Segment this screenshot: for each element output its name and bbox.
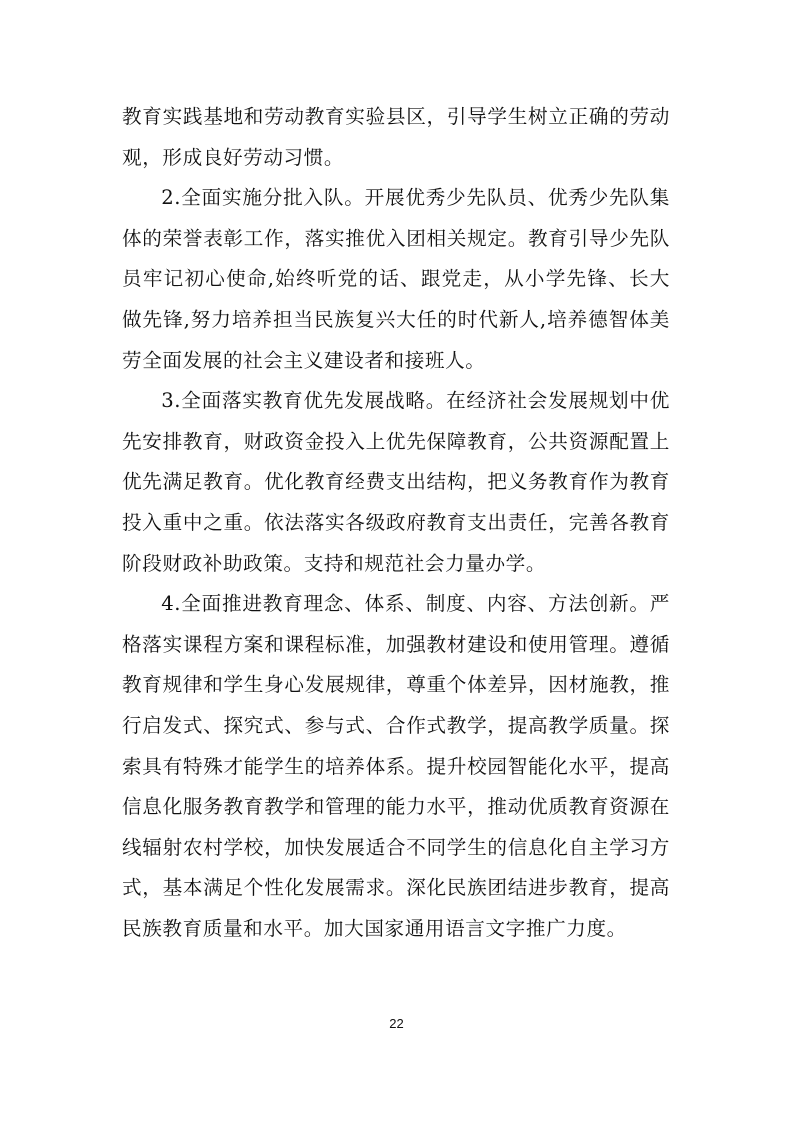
page-number: 22 <box>389 1016 404 1031</box>
body-text <box>122 97 670 949</box>
paragraph-continuation: 教育实践基地和劳动教育实验县区，引导学生树立正确的劳动观，形成良好劳动习惯。 <box>122 105 670 169</box>
paragraph-item-3: 3.全面落实教育优先发展战略。在经济社会发展规划中优先安排教育，财政资金投入上优先保障教育，公共资源配置上优先满足教育。优化教育经费支出结构，把义务教育作为教育投入重中之重。依法落实各级政府教育支出责任，完善各教育阶段财政补助政策。支持和规范社会力量办学。 <box>122 389 670 575</box>
paragraph-item-2: 2.全面实施分批入队。开展优秀少先队员、优秀少先队集体的荣誉表彰工作，落实推优入团相关规定。教育引导少先队员牢记初心使命,始终听党的话、跟党走，从小学先锋、长大做先锋,努力培养担当民族复兴大任的时代新人,培养德智体美劳全面发展的社会主义建设者和接班人。 <box>122 186 670 372</box>
paragraph-item-4: 4.全面推进教育理念、体系、制度、内容、方法创新。严格落实课程方案和课程标准，加强教材建设和使用管理。遵循教育规律和学生身心发展规律，尊重个体差异，因材施教，推行启发式、探究式、参与式、合作式教学，提高教学质量。探索具有特殊才能学生的培养体系。提升校园智能化水平，提高信息化服务教育教学和管理的能力水平，推动优质教育资源在线辐射农村学校，加快发展适合不同学生的信息化自主学习方式，基本满足个性化发展需求。深化民族团结进步教育，提高民族教育质量和水平。加大国家通用语言文字推广力度。 <box>122 592 670 940</box>
